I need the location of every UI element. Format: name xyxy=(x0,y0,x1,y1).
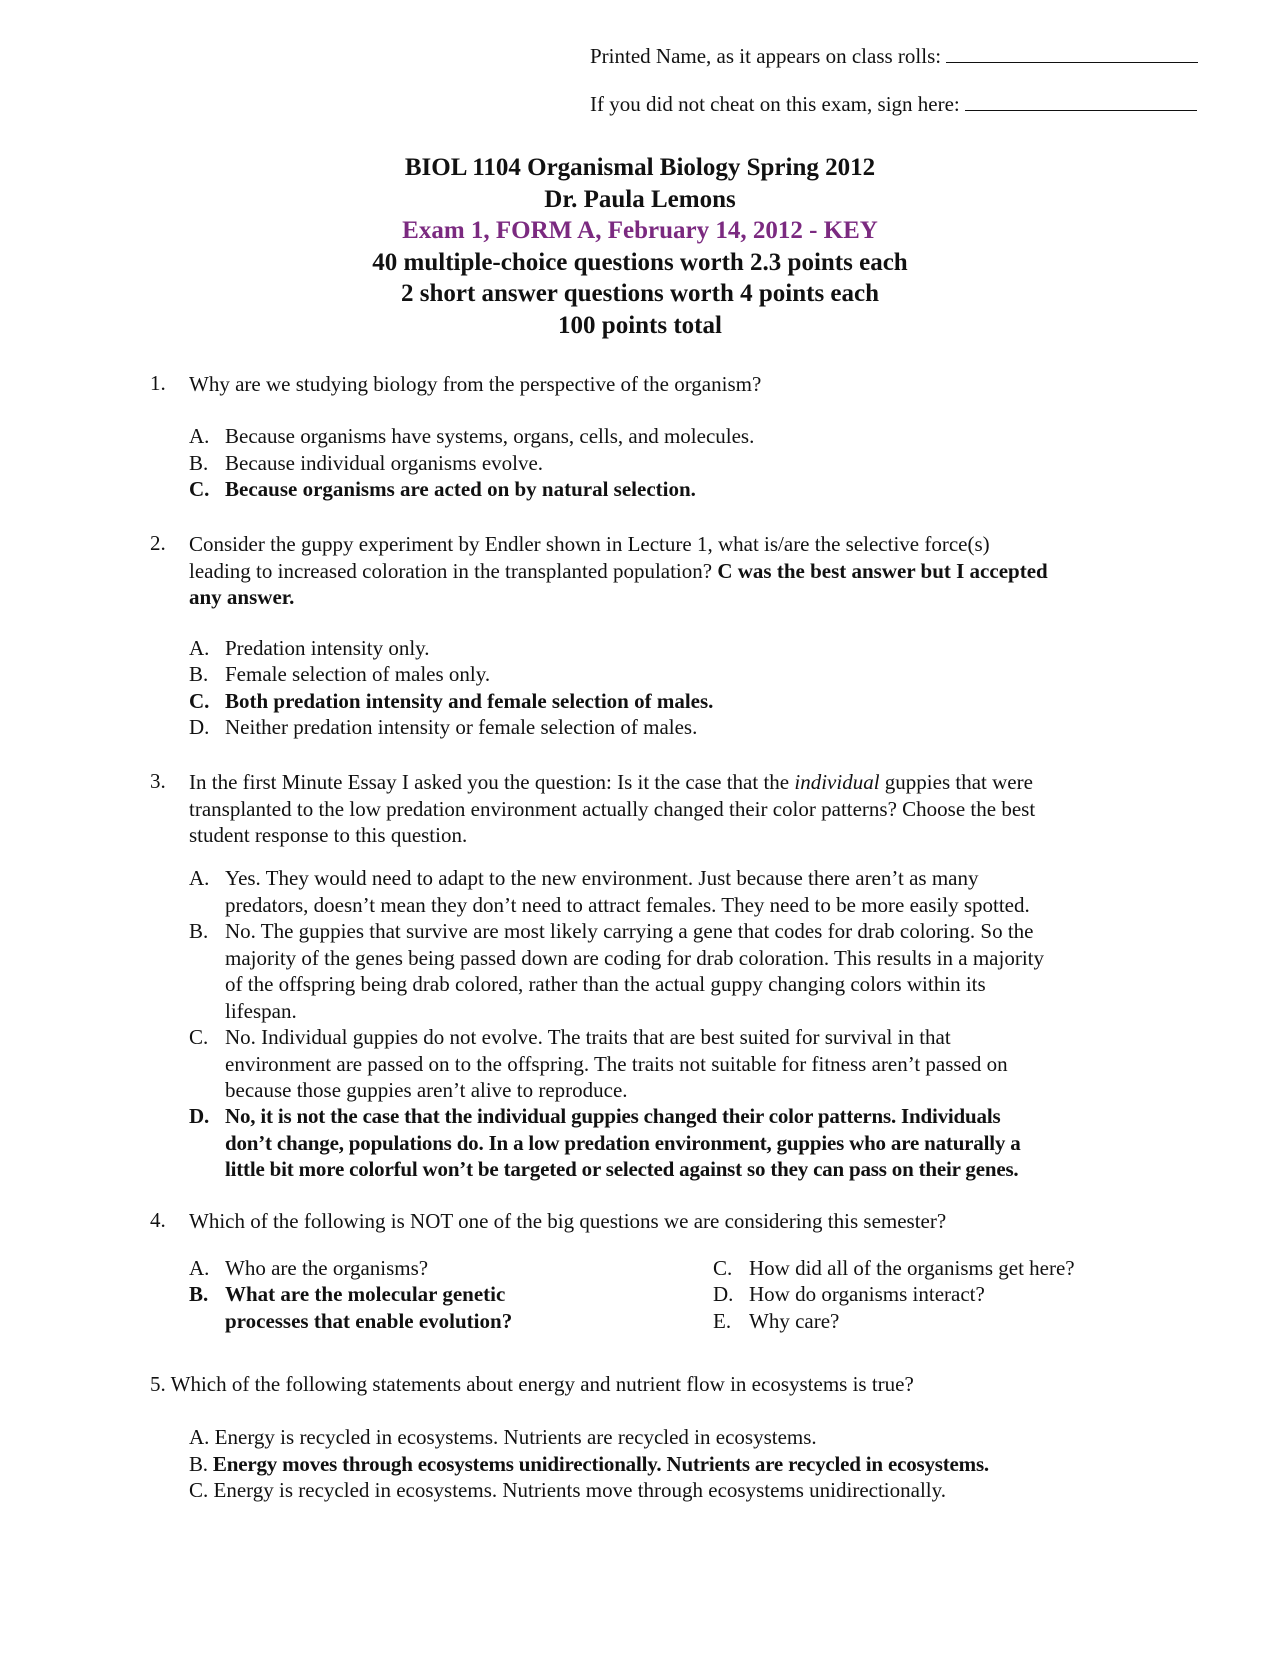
option-letter: D. xyxy=(189,715,210,739)
option-text: Both predation intensity and female selection of males. xyxy=(225,689,714,713)
option-line: Yes. They would need to adapt to the new environment. Just because there aren’t as many xyxy=(225,866,979,890)
signature-label: If you did not cheat on this exam, sign here: xyxy=(590,92,960,116)
option-text: Who are the organisms? xyxy=(225,1256,429,1280)
option-a xyxy=(189,423,1089,450)
option-letter: A. xyxy=(189,1425,210,1449)
grading-note: C was the best answer but I accepted xyxy=(717,558,1048,583)
mc-info: 40 multiple-choice questions worth 2.3 points each xyxy=(372,248,908,276)
option-a xyxy=(189,635,1089,662)
question-text xyxy=(189,531,1139,611)
printed-name-row xyxy=(590,44,1198,69)
option-line: lifespan. xyxy=(225,998,297,1023)
option-a xyxy=(189,865,1139,919)
option-d xyxy=(189,714,1089,741)
option-line: No, it is not the case that the individual guppies changed their color patterns. Individuals xyxy=(225,1104,1001,1128)
exam-title-block xyxy=(0,152,1280,341)
option-line: processes that enable evolution? xyxy=(225,1308,513,1333)
option-text: Energy is recycled in ecosystems. Nutrients move through ecosystems unidirectionally. xyxy=(213,1478,947,1502)
printed-name-label: Printed Name, as it appears on class rolls: xyxy=(590,44,942,68)
exam-title: Exam 1, FORM A, February 14, 2012 - KEY xyxy=(402,217,878,244)
option-letter: A. xyxy=(189,636,210,660)
question-text xyxy=(189,769,1139,849)
option-line: majority of the genes being passed down are coding for drab coloration. This results in a majority xyxy=(225,945,1044,970)
option-line: of the offspring being drab colored, rather than the actual guppy changing colors within its xyxy=(225,972,986,996)
option-text: Energy moves through ecosystems unidirectionally. Nutrients are recycled in ecosystems. xyxy=(212,1452,989,1476)
option-c xyxy=(713,1255,1163,1282)
option-text: Neither predation intensity or female selection of males. xyxy=(225,715,698,739)
option-letter: C. xyxy=(189,689,210,713)
option-b xyxy=(189,450,1089,477)
option-a xyxy=(189,1255,669,1282)
option-e xyxy=(713,1308,1163,1335)
sa-info: 2 short answer questions worth 4 points each xyxy=(400,280,880,307)
option-letter: A. xyxy=(189,424,210,448)
course-title: BIOL 1104 Organismal Biology Spring 2012 xyxy=(404,154,876,181)
option-d xyxy=(713,1281,1163,1308)
option-line: don’t change, populations do. In a low predation environment, guppies who are naturally a xyxy=(225,1130,1021,1155)
option-line: environment are passed on to the offspring. The traits not suitable for fitness aren’t passed on xyxy=(225,1051,1008,1076)
points-total: 100 points total xyxy=(558,311,722,339)
option-letter: C. xyxy=(189,477,210,501)
option-letter: C. xyxy=(713,1256,733,1280)
question-line: guppies that were xyxy=(884,770,1033,794)
option-c xyxy=(189,1477,946,1504)
option-c-correct xyxy=(189,476,1089,503)
option-line: What are the molecular genetic xyxy=(225,1282,506,1306)
question-number: 4. xyxy=(150,1208,166,1232)
option-text: Female selection of males only. xyxy=(225,662,491,686)
option-letter: E. xyxy=(713,1309,732,1333)
option-letter: D. xyxy=(713,1282,734,1306)
instructor-name: Dr. Paula Lemons xyxy=(544,185,736,213)
option-text xyxy=(225,865,1030,918)
option-c-correct xyxy=(189,688,1089,715)
option-letter: D. xyxy=(189,1104,210,1128)
option-text: Because organisms have systems, organs, cells, and molecules. xyxy=(225,424,755,448)
question-line: Consider the guppy experiment by Endler shown in Lecture 1, what is/are the selective force(s) xyxy=(189,532,990,556)
option-letter: B. xyxy=(189,919,209,943)
question-number: 1. xyxy=(150,371,166,395)
option-text xyxy=(225,918,1044,1024)
option-line: predators, doesn’t mean they don’t need to attract females. They need to be more easily spotted. xyxy=(225,892,1030,917)
option-letter: B. xyxy=(189,1452,208,1476)
option-text xyxy=(225,1024,1008,1104)
option-text: Because individual organisms evolve. xyxy=(225,451,544,475)
option-text: How do organisms interact? xyxy=(749,1282,985,1306)
signature-field[interactable] xyxy=(965,92,1197,111)
option-letter: B. xyxy=(189,451,209,475)
option-text xyxy=(225,1281,512,1334)
question-text: Why are we studying biology from the perspective of the organism? xyxy=(189,372,762,396)
option-text: How did all of the organisms get here? xyxy=(749,1256,1075,1280)
option-line: little bit more colorful won’t be targeted or selected against so they can pass on their genes. xyxy=(225,1157,1019,1181)
option-b-correct xyxy=(189,1281,669,1335)
question-line: Which of the following statements about energy and nutrient flow in ecosystems is true? xyxy=(170,1372,914,1396)
question-text xyxy=(150,1371,914,1398)
option-text: Predation intensity only. xyxy=(225,636,430,660)
question-line: leading to increased coloration in the transplanted population? xyxy=(189,558,713,583)
question-text: Which of the following is NOT one of the big questions we are considering this semester? xyxy=(189,1209,947,1233)
option-letter: B. xyxy=(189,1282,209,1306)
option-text: Energy is recycled in ecosystems. Nutrients are recycled in ecosystems. xyxy=(214,1425,817,1449)
option-letter: C. xyxy=(189,1478,209,1502)
signature-row xyxy=(590,92,1197,117)
option-d-correct xyxy=(189,1103,1149,1183)
question-line: In the first Minute Essay I asked you the question: Is it the case that the xyxy=(189,770,790,794)
grading-note: any answer. xyxy=(189,585,295,609)
question-number: 2. xyxy=(150,531,166,555)
option-line: No. The guppies that survive are most likely carrying a gene that codes for drab coloring. So the xyxy=(225,919,1034,943)
question-line: student response to this question. xyxy=(189,823,468,847)
option-line: because those guppies aren’t alive to reproduce. xyxy=(225,1078,628,1102)
option-letter: C. xyxy=(189,1025,209,1049)
option-text: Why care? xyxy=(749,1309,840,1333)
emphasized-word: individual xyxy=(794,770,880,794)
question-line: transplanted to the low predation environment actually changed their color patterns? Choose the best xyxy=(189,796,1036,821)
question-number: 3. xyxy=(150,769,166,793)
printed-name-field[interactable] xyxy=(946,44,1198,63)
option-c xyxy=(189,1024,1139,1104)
option-line: No. Individual guppies do not evolve. The traits that are best suited for survival in that xyxy=(225,1025,951,1049)
option-letter: B. xyxy=(189,662,209,686)
option-a xyxy=(189,1424,817,1451)
question-number: 5. xyxy=(150,1372,166,1396)
option-letter: A. xyxy=(189,1256,210,1280)
option-text xyxy=(225,1103,1021,1183)
option-b xyxy=(189,918,1139,1024)
option-text: Because organisms are acted on by natural selection. xyxy=(225,477,696,501)
option-b xyxy=(189,661,1089,688)
option-letter: A. xyxy=(189,866,210,890)
option-b-correct xyxy=(189,1451,989,1478)
